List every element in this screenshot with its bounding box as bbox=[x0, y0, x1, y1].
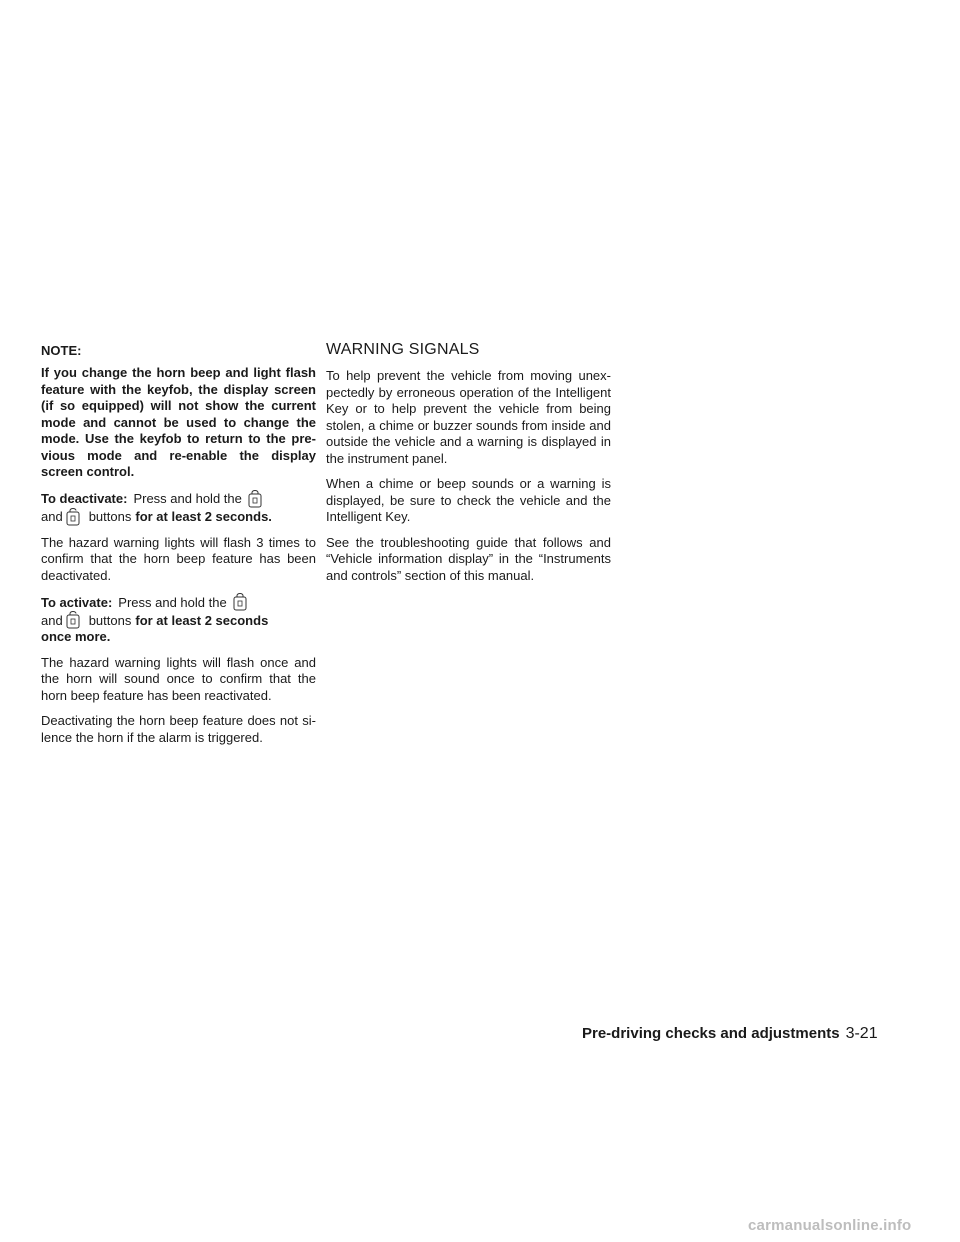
section-heading: WARNING SIGNALS bbox=[326, 341, 480, 358]
left-column bbox=[41, 343, 316, 755]
deactivate-instruction bbox=[41, 490, 316, 526]
note-body: If you change the horn beep and light flash feature with the keyfob, the display screen (if so equipped) will not show the current mode and cannot be used to change the mode. Use the keyfob to return to the pre-vious mode and re-enable the display screen control. bbox=[41, 365, 316, 479]
warning-paragraph-3: See the troubleshooting guide that follows and “Vehicle information display” in the “Instruments and controls” section of this manual. bbox=[326, 534, 611, 583]
right-column bbox=[326, 343, 611, 593]
activate-label: To activate: bbox=[41, 594, 113, 610]
and-word: and bbox=[41, 509, 63, 524]
warning-paragraph-1: To help prevent the vehicle from moving unex-pectedly by erroneous operation of the Intelligent Key or to help prevent the vehicle from being stolen, a chime or buzzer sounds from inside and outside the vehicle and a warning is displayed in the instrument panel. bbox=[326, 368, 611, 466]
deactivate-suffix: for at least 2 seconds. bbox=[135, 509, 272, 524]
warning-paragraph-2: When a chime or beep sounds or a warning is displayed, be sure to check the vehicle and the Intelligent Key. bbox=[326, 476, 611, 524]
buttons-word: buttons bbox=[88, 509, 132, 524]
activate-suffix-2: once more. bbox=[41, 629, 111, 644]
buttons-word: buttons bbox=[88, 612, 132, 628]
footer-section-title: Pre-driving checks and adjustments bbox=[582, 1025, 840, 1042]
page-number: 3-21 bbox=[845, 1025, 878, 1042]
activate-text: Press and hold the bbox=[118, 594, 227, 610]
activate-instruction bbox=[41, 593, 316, 646]
deactivate-text: Press and hold the bbox=[133, 491, 242, 506]
note-label: NOTE: bbox=[41, 343, 82, 358]
alarm-note: Deactivating the horn beep feature does not si-lence the horn if the alarm is triggered. bbox=[41, 713, 316, 745]
key-lock-icon bbox=[233, 593, 247, 611]
key-lock-icon bbox=[248, 490, 262, 508]
deactivate-label: To deactivate: bbox=[41, 491, 128, 506]
deactivate-result: The hazard warning lights will flash 3 times to confirm that the horn beep feature has been deactivated. bbox=[41, 534, 316, 583]
and-word: and bbox=[41, 612, 63, 628]
watermark: carmanualsonline.info bbox=[748, 1217, 912, 1234]
activate-suffix-1: for at least 2 seconds bbox=[135, 612, 269, 628]
key-unlock-icon bbox=[66, 611, 80, 629]
key-unlock-icon bbox=[66, 508, 80, 526]
activate-result: The hazard warning lights will flash once and the horn will sound once to confirm that the horn beep feature has been reactivated. bbox=[41, 654, 316, 703]
page-footer bbox=[582, 1025, 912, 1043]
